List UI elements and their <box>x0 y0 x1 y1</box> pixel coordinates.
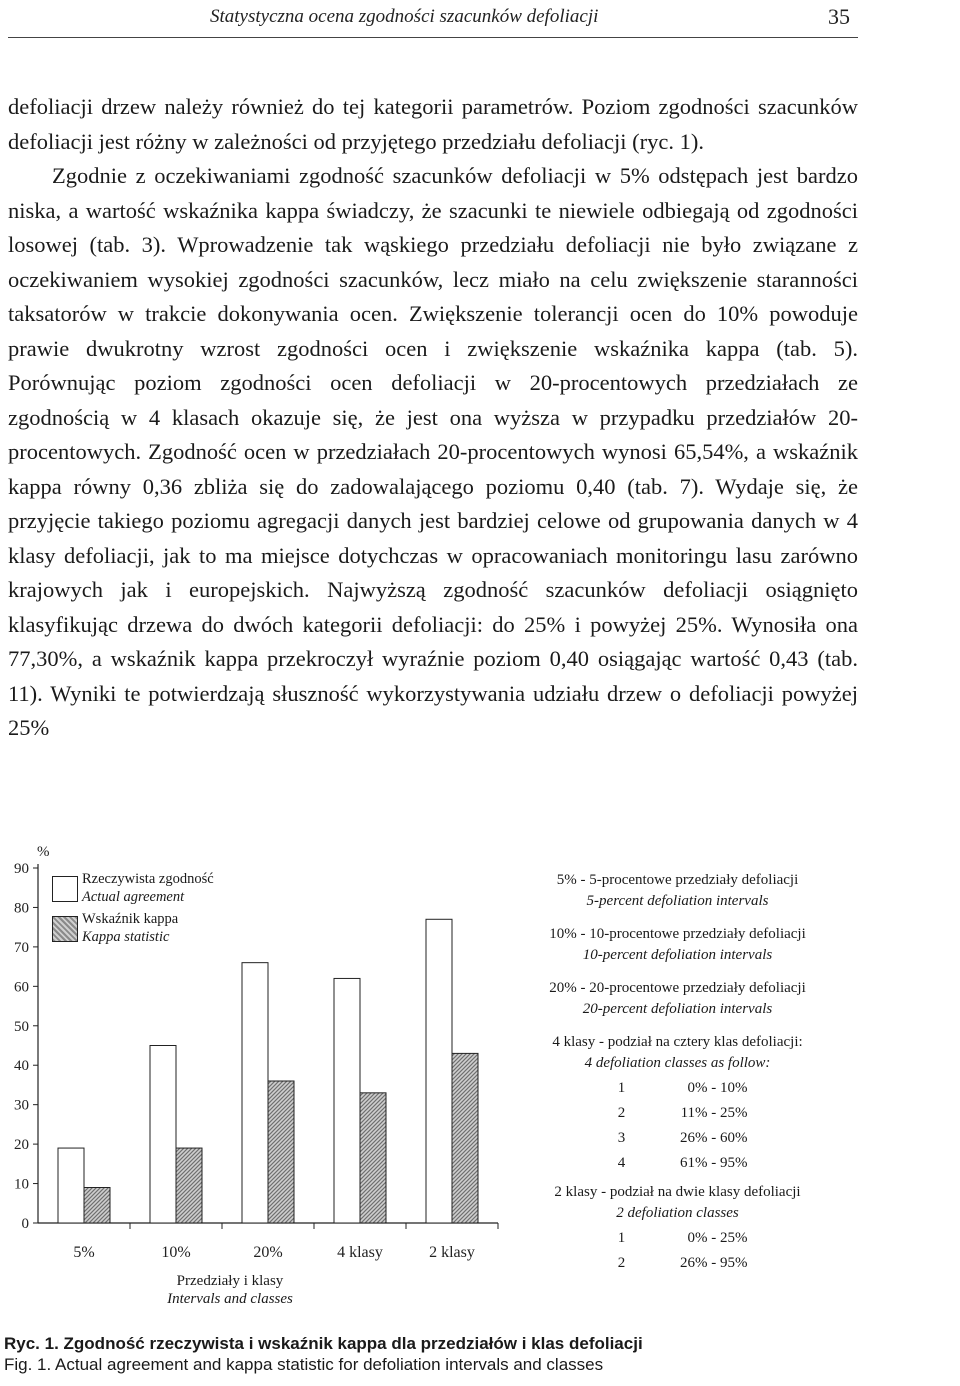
class-row: 1 0% - 25% <box>617 1230 748 1246</box>
bar-actual-agreement <box>150 1046 176 1224</box>
class-row: 2 11% - 25% <box>617 1105 748 1121</box>
figure-caption <box>4 1333 954 1375</box>
bar-actual-agreement <box>334 978 360 1223</box>
running-title: Statystyczna ocena zgodności szacunków defoliacji <box>210 6 599 27</box>
legend-4-classes-pl: 4 klasy - podział na cztery klas defoliacji: <box>552 1034 803 1050</box>
legend-swatch-white <box>52 876 78 902</box>
y-tick-label: 20 <box>14 1137 29 1154</box>
bar-kappa-statistic <box>268 1081 294 1223</box>
page-number: 35 <box>828 4 850 29</box>
y-tick-label: 80 <box>14 900 29 917</box>
x-tick-label: 5% <box>73 1244 95 1261</box>
bar-kappa-statistic <box>176 1148 202 1223</box>
figure-1 <box>0 820 960 1320</box>
bar-actual-agreement <box>58 1148 84 1223</box>
legend-10-pl: 10% - 10-procentowe przedziały defoliacji <box>549 926 806 942</box>
legend-20-en: 20-percent defoliation intervals <box>582 1001 773 1017</box>
bar-kappa-statistic <box>452 1053 478 1223</box>
legend-20-pl: 20% - 20-procentowe przedziały defoliacji <box>549 980 806 996</box>
y-axis-label: % <box>37 844 50 860</box>
y-tick-label: 10 <box>14 1176 29 1193</box>
interval-legend <box>505 870 850 1282</box>
x-tick-label: 10% <box>161 1244 191 1261</box>
x-axis-caption: Przedziały i klasy Intervals and classes <box>167 1273 293 1307</box>
legend-actual-agreement: Rzeczywista zgodność Actual agreement <box>52 870 262 906</box>
paragraph-1: defoliacji drzew należy również do tej kategorii parametrów. Poziom zgodności szacunków defoliacji jest różny w zależności od przyjętego przedziału defoliacji (ryc. 1). <box>8 94 858 154</box>
class-row: 4 61% - 95% <box>617 1155 748 1171</box>
legend-swatch-hatched <box>52 916 78 942</box>
class-row: 2 26% - 95% <box>617 1255 748 1271</box>
x-tick-label: 2 klasy <box>429 1244 475 1261</box>
bar-actual-agreement <box>242 963 268 1223</box>
bar-actual-agreement <box>426 919 452 1223</box>
legend-kappa-statistic: Wskaźnik kappa Kappa statistic <box>52 910 262 946</box>
legend-10-en: 10-percent defoliation intervals <box>582 947 773 963</box>
page-header <box>0 0 960 50</box>
two-classes-table <box>602 1226 754 1276</box>
legend-5-en: 5-percent defoliation intervals <box>586 893 769 909</box>
y-tick-label: 40 <box>14 1058 29 1075</box>
y-tick-label: 60 <box>14 979 29 996</box>
class-row: 1 0% - 10% <box>617 1080 748 1096</box>
legend-4-classes-en: 4 defoliation classes as follow: <box>584 1055 771 1071</box>
caption-en: Fig. 1. Actual agreement and kappa statistic for defoliation intervals and classes <box>4 1355 604 1374</box>
y-tick-label: 0 <box>21 1216 29 1232</box>
x-tick-label: 4 klasy <box>337 1244 383 1261</box>
four-classes-table <box>602 1076 754 1176</box>
y-tick-label: 50 <box>14 1018 29 1035</box>
header-divider <box>8 37 858 38</box>
legend-2-classes-pl: 2 klasy - podział na dwie klasy defoliacji <box>554 1184 801 1200</box>
body-text <box>8 90 858 746</box>
y-tick-label: 30 <box>14 1097 29 1114</box>
bar-kappa-statistic <box>360 1093 386 1223</box>
legend-5-pl: 5% - 5-procentowe przedziały defoliacji <box>556 872 799 888</box>
x-tick-label: 20% <box>253 1244 283 1261</box>
y-tick-label: 90 <box>14 861 29 877</box>
chart-legend <box>52 870 262 950</box>
class-row: 3 26% - 60% <box>617 1130 748 1146</box>
legend-2-classes-en: 2 defoliation classes <box>616 1205 739 1221</box>
y-tick-label: 70 <box>14 939 29 956</box>
caption-pl: Ryc. 1. Zgodność rzeczywista i wskaźnik kappa dla przedziałów i klas defoliacji <box>4 1334 643 1353</box>
bar-kappa-statistic <box>84 1188 110 1224</box>
paragraph-2: Zgodnie z oczekiwaniami zgodność szacunków defoliacji w 5% odstępach jest bardzo niska, a wartość wskaźnika kappa świadczy, że szacunki te niewiele odbiegają od zgodności losowej (tab. 3). Wprowadzenie tak wąskiego przedziału defoliacji nie było związane z oczekiwaniem wysokiej zgodności szacunków, lecz miało na celu zwiększenie staranności taksatorów w trakcie dokonywania ocen. Zwiększenie tolerancji ocen do 10% powoduje prawie dwukrotny wzrost zgodności ocen i zwiększenie wskaźnika kappa (tab. 5). Porównując poziom zgodności ocen defoliacji w 20-procentowych przedziałach ze zgodnością w 4 klasach okazuje się, że jest ona wyższa w przypadku przedziałów 20-procentowych. Zgodność ocen w przedziałach 20-procentowych wynosi 65,54%, a wskaźnik kappa równy 0,36 zbliża się do zadowalającego poziomu 0,40 (tab. 7). Wydaje się, że przyjęcie takiego poziomu agregacji danych jest bardziej celowe od grupowania danych w 4 klasy defoliacji, jak to ma miejsce dotychczas w opracowaniach monitoringu lasu zarówno krajowych jak i europejskich. Najwyższą zgodność szacunków defoliacji osiągnięto klasyfikując drzewa do dwóch kategorii defoliacji: do 25% i powyżej 25%. Wynosiła ona 77,30%, a wskaźnik kappa przekroczył wyraźnie poziom 0,40 osiągając wartość 0,43 (tab. 11). Wyniki te potwierdzają słuszność wykorzystywania udziału drzew o defoliacji powyżej 25% <box>8 163 858 740</box>
